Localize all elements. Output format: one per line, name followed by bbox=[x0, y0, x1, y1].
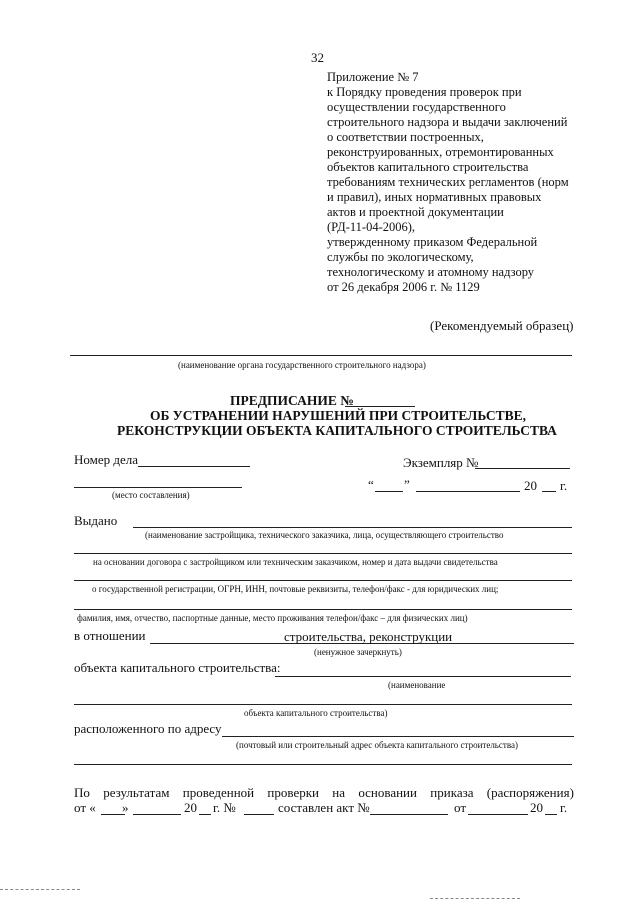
appendix-line: и правил), иных нормативных правовых bbox=[327, 190, 542, 204]
results-act-text: составлен акт № bbox=[278, 800, 370, 815]
copy-label: Экземпляр № bbox=[403, 455, 479, 470]
title-line-3: РЕКОНСТРУКЦИИ ОБЪЕКТА КАПИТАЛЬНОГО СТРОИТЕЛЬСТВА bbox=[117, 423, 557, 438]
date-day-line[interactable] bbox=[375, 491, 403, 492]
object-caption-2: объекта капитального строительства) bbox=[244, 708, 388, 718]
issued-caption: (наименование застройщика, технического заказчика, лица, осуществляющего строительство bbox=[145, 530, 504, 540]
date-year-suffix: г. bbox=[560, 478, 568, 493]
appendix-line: актов и проектной документации bbox=[327, 205, 504, 219]
address-line-2[interactable] bbox=[74, 764, 572, 765]
appendix-line: объектов капитального строительства bbox=[327, 160, 529, 174]
date-year-line[interactable] bbox=[542, 491, 556, 492]
regarding-caption: (ненужное зачеркнуть) bbox=[314, 647, 402, 657]
object-line-2[interactable] bbox=[74, 704, 572, 705]
person-caption: фамилия, имя, отчество, паспортные данные, место проживания телефон/факс – для физических лиц) bbox=[77, 613, 468, 623]
results-line-1 bbox=[74, 785, 574, 801]
case-number-line[interactable] bbox=[138, 466, 250, 467]
regarding-value: строительства, реконструкции bbox=[284, 629, 453, 644]
appendix-line: строительного надзора и выдачи заключений bbox=[327, 115, 568, 129]
issued-line[interactable] bbox=[133, 527, 572, 528]
appendix-line: службы по экологическому, bbox=[327, 250, 474, 264]
results-g-no: г. № bbox=[213, 800, 236, 815]
appendix-line: о соответствии построенных, bbox=[327, 130, 484, 144]
results-word: на bbox=[332, 785, 346, 800]
contract-line[interactable] bbox=[74, 553, 572, 554]
appendix-line: осуществлении государственного bbox=[327, 100, 506, 114]
title-line-2: ОБ УСТРАНЕНИИ НАРУШЕНИЙ ПРИ СТРОИТЕЛЬСТВЕ, bbox=[150, 408, 527, 423]
issued-label: Выдано bbox=[74, 513, 118, 528]
object-caption-1: (наименование bbox=[388, 680, 446, 690]
case-number-label: Номер дела bbox=[74, 452, 139, 467]
results-year-2: 20 bbox=[530, 800, 543, 815]
date-quote-open: “ bbox=[368, 477, 374, 492]
authority-caption: (наименование органа государственного строительного надзора) bbox=[178, 360, 426, 370]
place-caption: (место составления) bbox=[112, 490, 190, 500]
address-label: расположенного по адресу bbox=[74, 721, 222, 736]
authority-field-line[interactable] bbox=[70, 355, 572, 356]
object-line[interactable] bbox=[275, 676, 571, 677]
copy-number-line[interactable] bbox=[475, 468, 570, 469]
results-word: результатам bbox=[103, 785, 170, 800]
results-word: проведенной bbox=[182, 785, 255, 800]
appendix-line: (РД-11-04-2006), bbox=[327, 220, 416, 234]
appendix-block bbox=[327, 70, 582, 295]
appendix-line: к Порядку проведения проверок при bbox=[327, 85, 522, 99]
address-line[interactable] bbox=[222, 736, 574, 737]
contract-caption: на основании договора с застройщиком или техническим заказчиком, номер и дата выдачи свидетельства bbox=[93, 557, 498, 567]
results-word: основании bbox=[358, 785, 417, 800]
results-from-2: от bbox=[454, 800, 467, 815]
place-line[interactable] bbox=[74, 487, 242, 488]
address-caption: (почтовый или строительный адрес объекта капитального строительства) bbox=[236, 740, 518, 750]
date-quote-close: ” bbox=[404, 477, 410, 492]
registration-caption: о государственной регистрации, ОГРН, ИНН, почтовые реквизиты, телефон/факс - для юридических лиц; bbox=[92, 584, 499, 594]
results-word: (распоряжения) bbox=[486, 785, 574, 800]
act-date-line[interactable] bbox=[468, 814, 528, 815]
results-year: 20 bbox=[184, 800, 197, 815]
scan-artifact bbox=[430, 898, 520, 899]
act-year-line[interactable] bbox=[545, 814, 557, 815]
appendix-line: технологическому и атомному надзору bbox=[327, 265, 535, 279]
appendix-line: требованиям технических регламентов (норм bbox=[327, 175, 569, 189]
results-word: проверки bbox=[267, 785, 319, 800]
title-line-1: ПРЕДПИСАНИЕ № bbox=[230, 393, 354, 408]
sample-label: (Рекомендуемый образец) bbox=[430, 318, 574, 333]
scan-artifact bbox=[0, 889, 80, 890]
order-number-line[interactable] bbox=[244, 814, 274, 815]
appendix-line: от 26 декабря 2006 г. № 1129 bbox=[327, 280, 480, 294]
results-word: приказа bbox=[430, 785, 474, 800]
object-label: объекта капитального строительства: bbox=[74, 660, 281, 675]
date-year-prefix: 20 bbox=[524, 478, 537, 493]
results-g: г. bbox=[560, 800, 568, 815]
results-close: » bbox=[122, 800, 129, 815]
results-word: По bbox=[74, 785, 90, 800]
appendix-line: утвержденному приказом Федеральной bbox=[327, 235, 538, 249]
order-month-line[interactable] bbox=[133, 814, 181, 815]
results-from: от « bbox=[74, 800, 96, 815]
act-number-line[interactable] bbox=[370, 814, 448, 815]
page-number: 32 bbox=[311, 50, 324, 65]
registration-line[interactable] bbox=[74, 580, 572, 581]
appendix-line: Приложение № 7 bbox=[327, 70, 419, 84]
person-line[interactable] bbox=[74, 609, 572, 610]
date-month-line[interactable] bbox=[416, 491, 520, 492]
regarding-label: в отношении bbox=[74, 628, 146, 643]
prescription-number-line[interactable] bbox=[345, 406, 415, 407]
appendix-line: реконструированных, отремонтированных bbox=[327, 145, 554, 159]
order-year-line[interactable] bbox=[199, 814, 211, 815]
